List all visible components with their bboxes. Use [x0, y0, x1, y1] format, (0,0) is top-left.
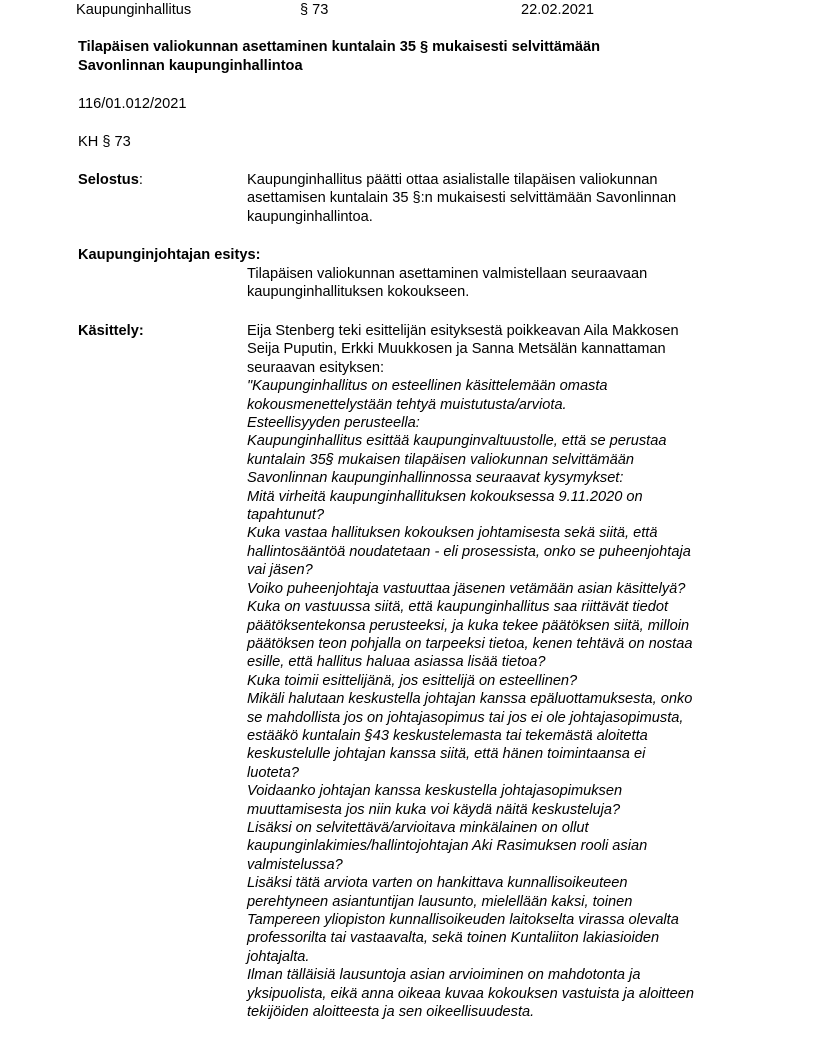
proposal-line: Lisäksi tätä arviota varten on hankittava kunnallisoikeuteen: [247, 875, 628, 892]
kasittely-intro-line: Seija Puputin, Erkki Muukkosen ja Sanna Metsälän kannattaman: [247, 341, 666, 358]
selostus-label: [78, 171, 143, 190]
proposal-line: vai jäsen?: [247, 562, 313, 579]
header-section: § 73: [300, 2, 329, 18]
record-number: 116/01.012/2021: [78, 96, 187, 112]
item-title: [78, 38, 600, 76]
item-title-line: Tilapäisen valiokunnan asettaminen kuntalain 35 § mukaisesti selvittämään: [78, 39, 601, 55]
proposal-line: Kuka on vastuussa siitä, että kaupunginhallitus saa riittävät tiedot: [247, 599, 669, 616]
proposal-line: estääkö kuntalain §43 keskustelemasta tai tekemästä aloitetta: [247, 727, 648, 744]
header-date: 22.02.2021: [521, 2, 595, 18]
proposal-line: Kuka vastaa hallituksen kokouksen johtamisesta sekä siitä, että: [247, 525, 658, 542]
selostus-label-colon: :: [138, 172, 143, 188]
proposal-line: päätöksentekonsa perusteeksi, ja kuka tekee päätöksen siitä, milloin: [247, 617, 690, 634]
proposal-line: luoteta?: [247, 764, 299, 781]
proposal-line: esille, että hallitus haluaa asiassa lisää tietoa?: [247, 654, 546, 671]
proposal-line: Kaupunginhallitus esittää kaupunginvaltuustolle, että se perustaa: [247, 433, 667, 450]
proposal-line: johtajalta.: [247, 948, 310, 965]
proposal-line: päätöksen teon pohjalla on tarpeeksi tietoa, kenen tehtävä on nostaa: [247, 635, 693, 652]
proposal-line: yksipuolista, eikä anna oikeaa kuvaa kokouksen vastuista ja aloitteen: [247, 985, 695, 1002]
proposal-line: se mahdollista jos on johtajasopimus tai jos ei ole johtajasopimusta,: [247, 709, 684, 726]
kasittely-text: [247, 322, 694, 1021]
kasittely-intro-line: seuraavan esityksen:: [247, 359, 385, 376]
proposal-line: tekijöiden aloitteesta ja sen oikeellisuudesta.: [247, 1004, 535, 1021]
proposal-line: Voiko puheenjohtaja vastuuttaa jäsenen vetämään asian käsittelyä?: [247, 580, 686, 597]
proposal-line: Tampereen yliopiston kunnallisoikeuden laitokselta virassa olevalta: [247, 912, 679, 928]
proposal-line: hallintosääntöä noudatetaan - eli prosessista, onko se puheenjohtaja: [247, 543, 691, 560]
selostus-line: asettamisen kuntalain 35 §:n mukaisesti selvittämään Savonlinnan: [247, 190, 677, 207]
proposal-line: professorilta tai vastaavalta, sekä toinen Kuntaliiton lakiasioiden: [247, 930, 660, 947]
proposal-line: Lisäksi on selvitettävä/arvioitava minkälainen on ollut: [247, 819, 589, 836]
proposal-line: Ilman tälläisiä lausuntoja asian arvioiminen on mahdotonta ja: [247, 967, 641, 984]
proposal-line: valmistelussa?: [247, 856, 343, 873]
proposal-line: tapahtunut?: [247, 507, 325, 524]
proposal-line: Voidaanko johtajan kanssa keskustella johtajasopimuksen: [247, 783, 623, 800]
proposal-line: "Kaupunginhallitus on esteellinen käsittelemään omasta: [247, 378, 608, 395]
kasittely-label: Käsittely:: [78, 323, 144, 339]
proposal-line: Kuka toimii esittelijänä, jos esittelijä on esteellinen?: [247, 672, 578, 689]
proposal-line: Savonlinnan kaupunginhallinnossa seuraavat kysymykset:: [247, 470, 624, 487]
proposal-line: Mikäli halutaan keskustella johtajan kanssa epäluottamuksesta, onko: [247, 691, 693, 708]
header-body: Kaupunginhallitus: [76, 2, 192, 18]
esitys-text: [247, 265, 647, 302]
selostus-text: [247, 171, 676, 226]
selostus-label-text: Selostus: [78, 172, 139, 188]
proposal-line: kaupunginlakimies/hallintojohtajan Aki Rasimuksen rooli asian: [247, 838, 648, 855]
proposal-line: muuttamisesta jos niin kuka voi käydä näitä keskusteluja?: [247, 801, 621, 818]
proposal-line: kuntalain 35§ mukaisen tilapäisen valiokunnan selvittämään: [247, 451, 634, 468]
proposal-line: Mitä virheitä kaupunginhallituksen kokouksessa 9.11.2020 on: [247, 488, 643, 505]
proposal-line: perehtyneen asiantuntijan lausunto, mielellään kaksi, toinen: [247, 893, 633, 910]
proposal-line: Esteellisyyden perusteella:: [247, 415, 420, 432]
kasittely-intro: [247, 322, 694, 377]
esitys-line: kaupunginhallituksen kokoukseen.: [247, 284, 470, 301]
proposal-line: kokousmenettelystään tehtyä muistutusta/arviota.: [247, 396, 567, 413]
selostus-line: kaupunginhallintoa.: [247, 208, 373, 225]
proposal-line: keskustelulle johtajan kanssa siitä, että hänen toimintaansa ei: [247, 746, 646, 763]
kasittely-proposal: [247, 377, 694, 1021]
kh-reference: KH § 73: [78, 134, 131, 150]
esitys-label: Kaupunginjohtajan esitys:: [78, 247, 261, 263]
esitys-line: Tilapäisen valiokunnan asettaminen valmistellaan seuraavaan: [247, 266, 648, 282]
item-title-line: Savonlinnan kaupunginhallintoa: [78, 58, 303, 74]
kasittely-intro-line: Eija Stenberg teki esittelijän esityksestä poikkeavan Aila Makkosen: [247, 323, 679, 339]
selostus-line: Kaupunginhallitus päätti ottaa asialistalle tilapäisen valiokunnan: [247, 172, 658, 188]
